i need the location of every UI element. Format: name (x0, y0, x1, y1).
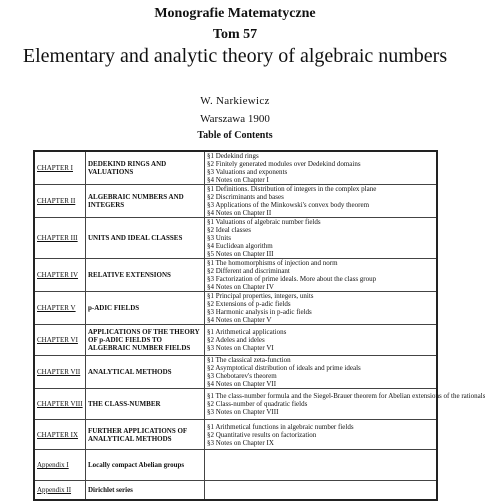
toc-chapter-cell (34, 218, 86, 259)
toc-chapter-cell (34, 259, 86, 292)
toc-sections-cell (205, 218, 438, 259)
toc-section-item: §3 Harmonic analysis in p-adic fields (207, 308, 312, 316)
series-title: Monografie Matematyczne (154, 6, 316, 21)
toc-chapter-cell (34, 450, 86, 481)
toc-section-item: §2 Extensions of p-adic fields (207, 300, 291, 308)
toc-row (34, 356, 437, 389)
toc-section-item: §1 Arithmetical functions in algebraic number fields (207, 422, 354, 431)
toc-chapter-cell (34, 481, 86, 500)
toc-section-item: §2 Finitely generated modules over Dedekind domains (207, 160, 361, 168)
toc-section-item: §3 Valuations and exponents (207, 168, 288, 176)
toc-row (34, 185, 437, 218)
toc-chapter-name: ANALYTICAL METHODS (86, 356, 205, 389)
toc-section-item: §1 Arithmetical applications (207, 328, 287, 336)
toc-chapter-cell (34, 151, 86, 185)
chapter-link[interactable]: CHAPTER III (37, 234, 78, 242)
chapter-link[interactable]: CHAPTER VIII (37, 400, 83, 408)
toc-section-item: §1 Definitions. Distribution of integers in the complex plane (207, 185, 377, 193)
toc-sections-cell (205, 259, 438, 292)
toc-row (34, 481, 437, 500)
volume-number: Tom 57 (212, 27, 258, 42)
toc-chapter-name: RELATIVE EXTENSIONS (86, 259, 205, 292)
toc-section-item: §3 Chebotarev's theorem (207, 372, 277, 380)
toc-section-item: §1 Dedekind rings (207, 152, 259, 160)
toc-section-item: §4 Euclidean algorithm (207, 242, 273, 250)
toc-section-item: §2 Discriminants and bases (207, 193, 284, 201)
toc-sections-cell (205, 151, 438, 185)
book-title: Elementary and analytic theory of algebraic numbers (22, 45, 448, 67)
toc-sections-cell (205, 292, 438, 325)
toc-sections-cell (205, 325, 438, 356)
toc-section-item: §2 Adeles and ideles (207, 336, 265, 344)
toc-section-item: §3 Units (207, 234, 231, 242)
toc-row (34, 450, 437, 481)
toc-chapter-name: DEDEKIND RINGS AND VALUATIONS (86, 151, 205, 185)
toc-section-item: §4 Notes on Chapter VII (207, 380, 277, 388)
toc-sections-cell (205, 420, 438, 450)
toc-section-item: §3 Notes on Chapter IX (207, 438, 274, 447)
publication-place-year: Warszawa 1900 (200, 113, 270, 125)
toc-section-item: §3 Factorization of prime ideals. More about the class group (207, 275, 377, 283)
toc-chapter-name: UNITS AND IDEAL CLASSES (86, 218, 205, 259)
chapter-link[interactable]: CHAPTER IV (37, 271, 79, 279)
toc-chapter-cell (34, 292, 86, 325)
toc-row (34, 389, 437, 420)
toc-section-item: §2 Class-number of quadratic fields (207, 400, 308, 408)
toc-chapter-name: APPLICATIONS OF THE THEORY OF p-ADIC FIELDS TO ALGEBRAIC NUMBER FIELDS (86, 325, 205, 356)
toc-row (34, 325, 437, 356)
toc-sections-cell (205, 450, 438, 481)
toc-section-item: §3 Notes on Chapter VI (207, 344, 274, 352)
chapter-link[interactable]: Appendix II (37, 485, 72, 494)
toc-chapter-name: Dirichlet series (86, 481, 205, 500)
toc-chapter-cell (34, 185, 86, 218)
chapter-link[interactable]: CHAPTER II (37, 197, 76, 205)
toc-row (34, 218, 437, 259)
chapter-link[interactable]: Appendix I (37, 461, 69, 469)
toc-chapter-name: Locally compact Abelian groups (86, 450, 205, 481)
toc-sections-cell (205, 185, 438, 218)
toc-section-item: §4 Notes on Chapter IV (207, 283, 274, 291)
toc-section-item: §3 Applications of the Minkowski's convex body theorem (207, 201, 370, 209)
toc-section-item: §1 The class-number formula and the Siegel-Brauer theorem for Abelian extensions of the rationals (207, 392, 485, 400)
toc-section-item: §3 Notes on Chapter VIII (207, 408, 279, 416)
chapter-link[interactable]: CHAPTER VI (37, 336, 78, 344)
toc-section-item: §2 Different and discriminant (207, 267, 290, 275)
toc-chapter-name: THE CLASS-NUMBER (86, 389, 205, 420)
toc-chapter-name: ALGEBRAIC NUMBERS AND INTEGERS (86, 185, 205, 218)
toc-row (34, 292, 437, 325)
toc-body (34, 151, 485, 500)
toc-section-item: §4 Notes on Chapter II (207, 209, 272, 217)
toc-row (34, 259, 437, 292)
toc-chapter-cell (34, 356, 86, 389)
toc-row (34, 151, 437, 185)
chapter-link[interactable]: CHAPTER IX (37, 430, 79, 439)
chapter-link[interactable]: CHAPTER V (37, 304, 76, 312)
toc-section-item: §2 Quantitative results on factorization (207, 430, 317, 439)
toc-section-item: §4 Notes on Chapter V (207, 316, 272, 324)
toc-sections-cell (205, 481, 438, 500)
toc-row (34, 420, 437, 450)
toc-section-item: §5 Notes on Chapter III (207, 250, 274, 258)
toc-section-item: §1 Principal properties, integers, units (207, 292, 314, 300)
toc-section-item: §1 Valuations of algebraic number fields (207, 218, 321, 226)
toc-section-item: §2 Asymptotical distribution of ideals and prime ideals (207, 364, 361, 372)
toc-section-item: §1 The classical zeta-function (207, 356, 291, 364)
chapter-link[interactable]: CHAPTER VII (37, 368, 81, 376)
toc-section-item: §4 Notes on Chapter I (207, 176, 269, 184)
toc-chapter-cell (34, 420, 86, 450)
toc-heading: Table of Contents (197, 130, 273, 141)
toc-sections-cell (205, 356, 438, 389)
toc-section-item: §1 The homomorphisms of injection and norm (207, 259, 338, 267)
author: W. Narkiewicz (200, 95, 270, 107)
toc-chapter-name: FURTHER APPLICATIONS OF ANALYTICAL METHODS (86, 420, 205, 450)
toc-table (33, 150, 485, 501)
toc-chapter-cell (34, 389, 86, 420)
toc-sections-cell (205, 389, 485, 420)
toc-section-item: §2 Ideal classes (207, 226, 251, 234)
toc-chapter-cell (34, 325, 86, 356)
toc-chapter-name: p-ADIC FIELDS (86, 292, 205, 325)
chapter-link[interactable]: CHAPTER I (37, 164, 73, 172)
